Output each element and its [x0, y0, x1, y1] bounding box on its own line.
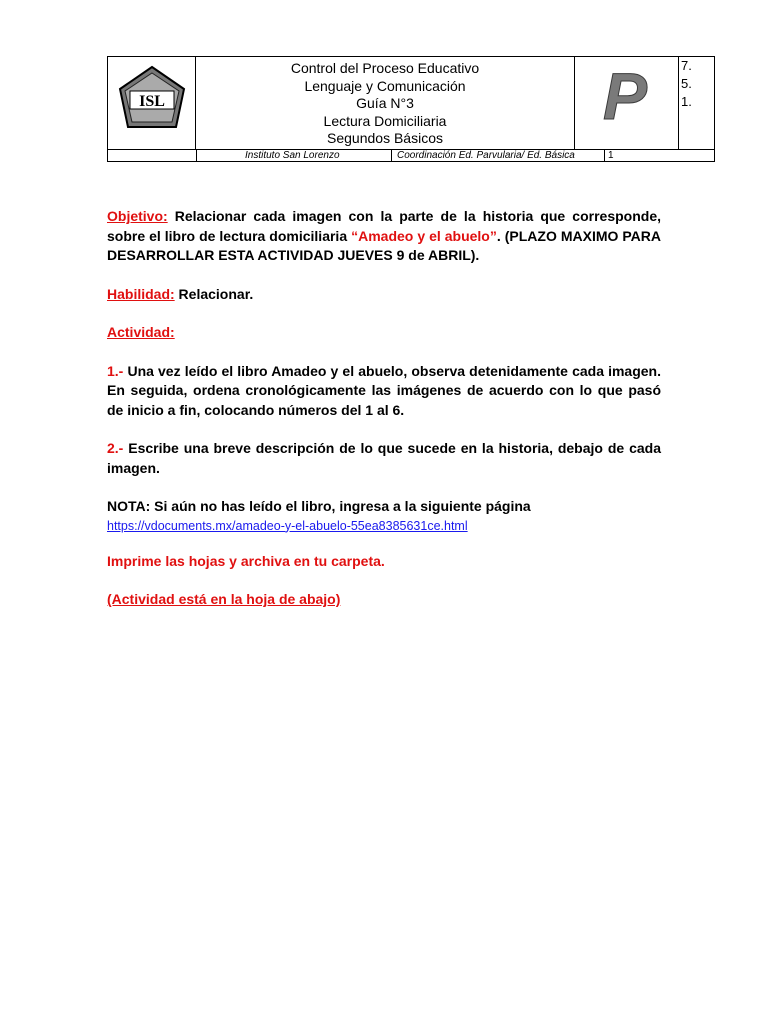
document-body — [107, 207, 661, 610]
header-title-cell — [196, 57, 575, 149]
page-number: 1 — [604, 150, 714, 162]
document-header — [107, 56, 715, 162]
coordination-name: Coordinación Ed. Parvularia/ Ed. Básica — [391, 150, 604, 162]
school-logo-cell — [108, 57, 196, 149]
institute-name: Instituto San Lorenzo — [196, 150, 391, 162]
step-2-number: 2.- — [107, 440, 124, 456]
title-line-3: Guía N°3 — [356, 95, 414, 111]
header-footer-row — [108, 149, 714, 162]
habilidad-label: Habilidad: — [107, 285, 175, 302]
step-2-paragraph — [107, 439, 661, 478]
habilidad-text: Relacionar. — [174, 285, 254, 302]
title-line-1: Control del Proceso Educativo — [290, 60, 480, 76]
big-letter-cell — [575, 57, 679, 149]
logo-text: ISL — [139, 93, 165, 110]
step-2-text: Escribe una breve descripción de lo que sucede en la historia, debajo de cada imagen. — [107, 440, 661, 476]
objetivo-text-1: Relacionar cada imagen con la parte de la historia que corresponde, sobre el libro de lectura domiciliaria — [107, 208, 661, 244]
title-line-4: Lectura Domiciliaria — [323, 112, 447, 129]
actividad-heading — [107, 323, 661, 343]
step-1-text: Una vez leído el libro Amadeo y el abuelo, observa detenidamente cada imagen. En seguida, ordena cronológicamente las imágenes de acuerdo con lo que pasó de inicio a fin, colocando números del 1 al 6. — [107, 362, 661, 418]
nota-text: NOTA: Si aún no has leído el libro, ingresa a la siguiente página — [107, 498, 531, 514]
code-cell — [679, 57, 716, 149]
objetivo-paragraph — [107, 207, 661, 266]
imprime-text: Imprime las hojas y archiva en tu carpeta. — [107, 552, 385, 569]
code-line-1: 7. — [681, 58, 692, 73]
book-title: “Amadeo y el abuelo” — [351, 227, 497, 244]
step-1-number: 1.- — [107, 362, 124, 379]
objetivo-label: Objetivo: — [107, 208, 168, 224]
big-letter: P — [602, 59, 648, 133]
code-line-2: 5. — [681, 76, 692, 91]
school-logo-icon — [108, 57, 196, 149]
book-link[interactable]: https://vdocuments.mx/amadeo-y-el-abuelo-55ea8385631ce.html — [107, 518, 468, 533]
objetivo-text-2: . (PLAZO MAXIMO PARA DESARROLLAR ESTA ACTIVIDAD JUEVES 9 de ABRIL). — [107, 227, 662, 263]
link-paragraph — [107, 517, 661, 535]
habilidad-paragraph — [107, 285, 661, 305]
actividad-label: Actividad: — [107, 324, 175, 340]
title-line-5: Segundos Básicos — [327, 130, 443, 146]
step-1-paragraph — [107, 362, 661, 421]
code-line-3: 1. — [681, 94, 692, 109]
actividad-abajo-text: (Actividad está en la hoja de abajo) — [107, 591, 341, 607]
big-letter-graphic — [575, 57, 679, 149]
title-line-2: Lenguaje y Comunicación — [304, 77, 466, 94]
